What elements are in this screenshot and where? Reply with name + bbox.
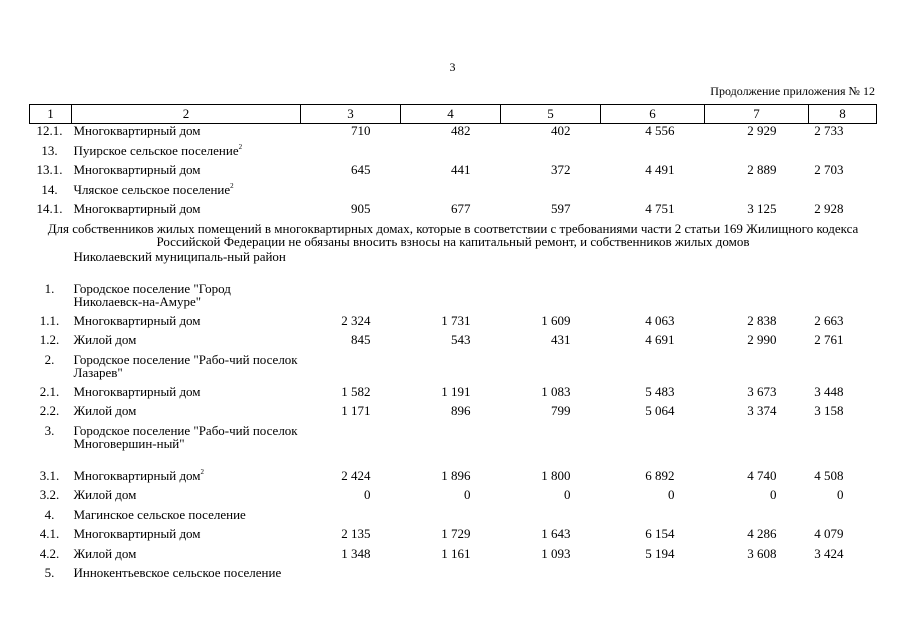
row-number: 3.2. xyxy=(39,487,60,502)
value-cell: 6 154 xyxy=(645,526,675,541)
value-cell: 2 761 xyxy=(814,332,844,347)
value-cell: 431 xyxy=(551,332,571,347)
table-row xyxy=(30,163,877,183)
column-header: 8 xyxy=(809,105,877,124)
row-number: 2. xyxy=(44,351,55,367)
row-name: Николаевский муниципаль-ный район xyxy=(73,248,286,264)
column-header: 7 xyxy=(705,105,809,124)
value-cell: 3 608 xyxy=(747,545,777,561)
value-cell: 2 324 xyxy=(341,312,371,328)
value-cell: 4 556 xyxy=(645,123,675,138)
value-cell: 710 xyxy=(351,123,371,138)
table-row xyxy=(30,333,877,353)
table-row xyxy=(30,282,877,314)
row-name: Иннокентьевское сельское поселение xyxy=(73,565,282,580)
column-header: 4 xyxy=(401,105,501,124)
value-cell: 896 xyxy=(451,403,471,418)
value-cell: 799 xyxy=(551,403,571,418)
table-row xyxy=(30,385,877,405)
value-cell: 482 xyxy=(451,123,471,138)
value-cell: 441 xyxy=(451,162,471,177)
row-number: 13. xyxy=(41,142,58,158)
value-cell: 402 xyxy=(551,123,571,138)
row-number: 14. xyxy=(41,181,58,197)
row-name: Жилой дом xyxy=(73,403,137,418)
table-row xyxy=(30,488,877,508)
value-cell: 4 508 xyxy=(814,467,844,483)
value-cell: 4 691 xyxy=(645,332,675,347)
table-row xyxy=(30,424,877,469)
value-cell: 1 582 xyxy=(341,383,371,399)
value-cell: 5 483 xyxy=(645,383,675,399)
value-cell: 1 800 xyxy=(541,467,571,483)
value-cell: 1 083 xyxy=(541,383,571,399)
row-name: Многоквартирный дом xyxy=(73,383,201,399)
table-row xyxy=(30,547,877,567)
value-cell: 0 xyxy=(770,487,777,502)
column-header: 2 xyxy=(72,105,301,124)
table-row xyxy=(30,508,877,528)
row-number: 12.1. xyxy=(36,123,63,138)
section-note-row xyxy=(30,222,877,250)
value-cell: 677 xyxy=(451,201,471,216)
row-number: 2.1. xyxy=(39,383,60,399)
row-name: Многоквартирный дом xyxy=(73,467,201,483)
value-cell: 1 731 xyxy=(441,312,471,328)
tariff-table xyxy=(29,104,877,598)
value-cell: 3 374 xyxy=(747,403,777,418)
row-name: Жилой дом xyxy=(73,487,137,502)
value-cell: 5 194 xyxy=(645,545,675,561)
table-row xyxy=(30,404,877,424)
column-header: 5 xyxy=(501,105,601,124)
value-cell: 845 xyxy=(351,332,371,347)
value-cell: 372 xyxy=(551,162,571,177)
row-name: Многоквартирный дом xyxy=(73,526,201,541)
table-row xyxy=(30,183,877,203)
row-name: Жилой дом xyxy=(73,545,137,561)
footnote-marker: 2 xyxy=(200,467,205,476)
value-cell: 0 xyxy=(564,487,571,502)
row-number: 2.2. xyxy=(39,403,60,418)
value-cell: 4 751 xyxy=(645,201,675,216)
row-name: Многоквартирный дом xyxy=(73,162,201,177)
value-cell: 2 928 xyxy=(814,201,844,216)
value-cell: 3 448 xyxy=(814,383,844,399)
row-number: 1. xyxy=(44,280,55,296)
row-number: 4.2. xyxy=(39,545,60,561)
table-row xyxy=(30,124,877,144)
value-cell: 0 xyxy=(837,487,844,502)
row-number: 14.1. xyxy=(36,201,63,216)
table-row xyxy=(30,527,877,547)
row-name: Городское поселение "Рабо-чий поселок Лазарев" xyxy=(73,351,298,380)
row-number: 13.1. xyxy=(36,162,63,177)
table-row xyxy=(30,250,877,282)
value-cell: 3 158 xyxy=(814,403,844,418)
value-cell: 645 xyxy=(351,162,371,177)
value-cell: 4 740 xyxy=(747,467,777,483)
column-header-row xyxy=(30,105,877,124)
value-cell: 2 889 xyxy=(747,162,777,177)
value-cell: 2 663 xyxy=(814,312,844,328)
row-number: 4.1. xyxy=(39,526,60,541)
value-cell: 597 xyxy=(551,201,571,216)
table-row xyxy=(30,469,877,489)
value-cell: 5 064 xyxy=(645,403,675,418)
row-name-cell xyxy=(72,183,877,203)
value-cell: 2 990 xyxy=(747,332,777,347)
table-row xyxy=(30,202,877,222)
row-number: 3.1. xyxy=(39,467,60,483)
footnote-marker: 2 xyxy=(230,181,234,190)
row-number: 3. xyxy=(44,422,55,438)
value-cell: 3 125 xyxy=(747,201,777,216)
value-cell: 0 xyxy=(364,487,371,502)
value-cell: 543 xyxy=(451,332,471,347)
value-cell: 0 xyxy=(464,487,471,502)
value-cell: 1 896 xyxy=(441,467,471,483)
value-cell: 6 892 xyxy=(645,467,675,483)
row-name: Многоквартирный дом xyxy=(73,201,201,216)
column-header: 1 xyxy=(30,105,72,124)
row-name: Городское поселение "Город Николаевск-на-Амуре" xyxy=(73,280,231,309)
value-cell: 1 609 xyxy=(541,312,571,328)
value-cell: 1 093 xyxy=(541,545,571,561)
value-cell: 2 929 xyxy=(747,123,777,138)
value-cell: 2 838 xyxy=(747,312,777,328)
row-number xyxy=(30,250,72,282)
value-cell: 4 079 xyxy=(814,526,844,541)
value-cell: 4 063 xyxy=(645,312,675,328)
value-cell: 905 xyxy=(351,201,371,216)
page-number: 3 xyxy=(449,60,456,74)
row-name: Жилой дом xyxy=(73,332,137,347)
row-number: 4. xyxy=(44,506,55,522)
row-name: Многоквартирный дом xyxy=(73,123,201,138)
row-number: 1.2. xyxy=(39,332,60,347)
column-header: 3 xyxy=(301,105,401,124)
value-cell: 1 348 xyxy=(341,545,371,561)
section-note: Для собственников жилых помещений в многоквартирных домах, которые в соответствии с требованиями части 2 статьи 169 Жилищного кодекса Российской Федерации не обязаны вносить взносы на капитальный ремонт, и собственников жилых домов xyxy=(47,220,859,249)
row-name: Пуирское сельское поселение xyxy=(73,142,239,158)
column-header: 6 xyxy=(601,105,705,124)
table-row xyxy=(30,144,877,164)
value-cell: 4 286 xyxy=(747,526,777,541)
value-cell: 1 171 xyxy=(341,403,371,418)
row-number: 1.1. xyxy=(39,312,60,328)
row-name: Магинское сельское поселение xyxy=(73,506,246,522)
value-cell: 3 424 xyxy=(814,545,844,561)
value-cell: 2 424 xyxy=(341,467,371,483)
row-name: Многоквартирный дом xyxy=(73,312,201,328)
table-row xyxy=(30,314,877,334)
value-cell: 1 191 xyxy=(441,383,471,399)
table-row xyxy=(30,566,877,598)
value-cell: 1 161 xyxy=(441,545,471,561)
footnote-marker: 2 xyxy=(238,142,243,151)
value-cell: 1 643 xyxy=(541,526,571,541)
value-cell: 4 491 xyxy=(645,162,675,177)
value-cell: 2 135 xyxy=(341,526,371,541)
value-cell: 1 729 xyxy=(441,526,471,541)
row-name: Чляское сельское поселение xyxy=(73,181,231,197)
row-number: 5. xyxy=(44,565,55,580)
value-cell: 0 xyxy=(668,487,675,502)
table-row xyxy=(30,353,877,385)
row-name-cell xyxy=(72,144,877,164)
value-cell: 2 733 xyxy=(814,123,844,138)
continuation-note: Продолжение приложения № 12 xyxy=(710,84,875,98)
row-name-cell xyxy=(72,469,301,489)
value-cell: 3 673 xyxy=(747,383,777,399)
row-name: Городское поселение "Рабо-чий поселок Многовершин-ный" xyxy=(73,422,298,451)
value-cell: 2 703 xyxy=(814,162,844,177)
